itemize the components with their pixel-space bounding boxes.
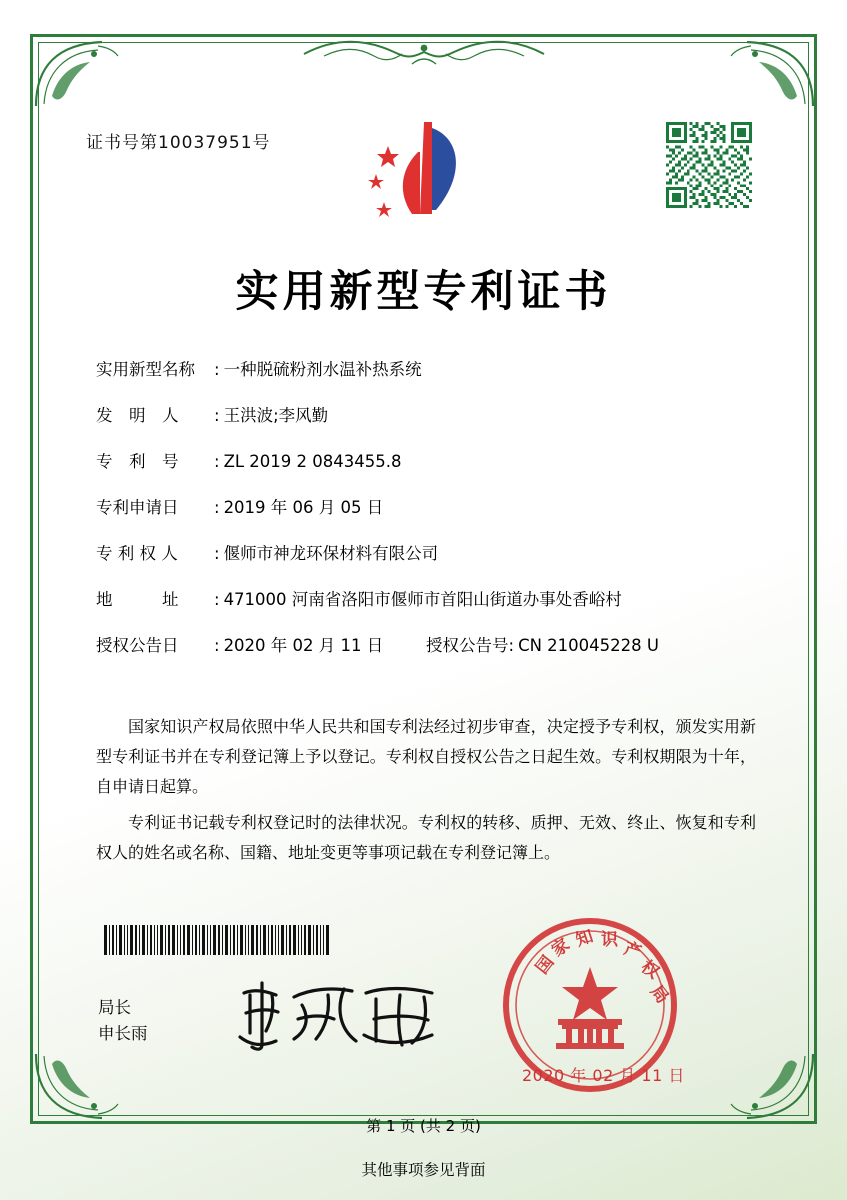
field-value-grant-date: 2020 年 02 月 11 日 xyxy=(223,636,384,655)
field-value: 偃师市神龙环保材料有限公司 xyxy=(223,544,439,563)
field-label: 专 利 号 xyxy=(96,452,179,471)
paragraph-2: 专利证书记载专利权登记时的法律状况。专利权的转移、质押、无效、终止、恢复和专利权人的姓名或名称、国籍、地址变更等事项记载在专利登记簿上。 xyxy=(96,813,756,862)
field-row-patentee xyxy=(96,540,756,564)
field-row-patent-number xyxy=(96,448,756,472)
body-text xyxy=(96,712,756,874)
field-list xyxy=(96,356,756,678)
field-label: 发 明 人 xyxy=(96,406,179,425)
certificate-number: 证书号第10037951号 xyxy=(86,133,271,153)
field-colon: : xyxy=(214,544,220,563)
svg-text:产: 产 xyxy=(621,938,644,964)
field-label-announcement-number: 授权公告号 xyxy=(426,636,509,655)
svg-text:局: 局 xyxy=(646,981,673,1008)
field-label: 专利申请日 xyxy=(96,498,179,517)
footer-note: 其他事项参见背面 xyxy=(361,1161,486,1179)
paragraph-1: 国家知识产权局依照中华人民共和国专利法经过初步审查，决定授予专利权，颁发实用新型专利证书并在专利登记簿上予以登记。专利权自授权公告之日起生效。专利权期限为十年，自申请日起算。 xyxy=(96,717,756,796)
field-value: ZL 2019 2 0843455.8 xyxy=(223,452,402,471)
field-label: 地 址 xyxy=(96,590,179,609)
field-label-grant-date: 授权公告日 xyxy=(96,636,179,655)
field-colon: : xyxy=(214,498,220,517)
field-colon: : xyxy=(214,636,220,655)
qr-code xyxy=(666,122,752,208)
field-value: 471000 河南省洛阳市偃师市首阳山街道办事处香峪村 xyxy=(223,590,622,609)
svg-text:识: 识 xyxy=(601,930,618,950)
seal-date: 2020 年 02 月 11 日 xyxy=(522,1066,685,1085)
field-row-application-date xyxy=(96,494,756,518)
field-row-grant-announcement xyxy=(96,632,756,656)
field-label: 专 利 权 人 xyxy=(96,544,178,563)
field-colon: : xyxy=(214,590,220,609)
page-title: 实用新型专利证书 xyxy=(235,267,612,317)
field-value-announcement-number: CN 210045228 U xyxy=(518,636,659,655)
field-value: 2019 年 06 月 05 日 xyxy=(223,498,384,517)
signature-title-line1: 局长 xyxy=(98,998,131,1017)
svg-text:权: 权 xyxy=(637,956,663,984)
field-value: 王洪波;李风勤 xyxy=(223,406,329,425)
svg-text:知: 知 xyxy=(573,926,596,951)
field-label: 实用新型名称 xyxy=(96,360,195,379)
field-colon: : xyxy=(214,360,220,379)
field-colon: : xyxy=(214,452,220,471)
signature-title-block xyxy=(98,995,148,1047)
field-value: 一种脱硫粉剂水温补热系统 xyxy=(223,360,422,379)
svg-text:家: 家 xyxy=(548,934,574,962)
field-colon: : xyxy=(508,636,515,655)
field-row-invention-name xyxy=(96,356,756,380)
signature-title-line2: 申长雨 xyxy=(98,1024,148,1043)
barcode xyxy=(104,925,330,955)
field-row-address xyxy=(96,586,756,610)
field-row-inventor xyxy=(96,402,756,426)
page-number: 第 1 页 (共 2 页) xyxy=(366,1117,481,1135)
top-flourish-ornament xyxy=(294,34,554,74)
handwritten-signature xyxy=(232,975,452,1055)
field-colon: : xyxy=(214,406,220,425)
cnipa-logo-icon xyxy=(362,118,482,228)
svg-text:国: 国 xyxy=(532,952,559,979)
